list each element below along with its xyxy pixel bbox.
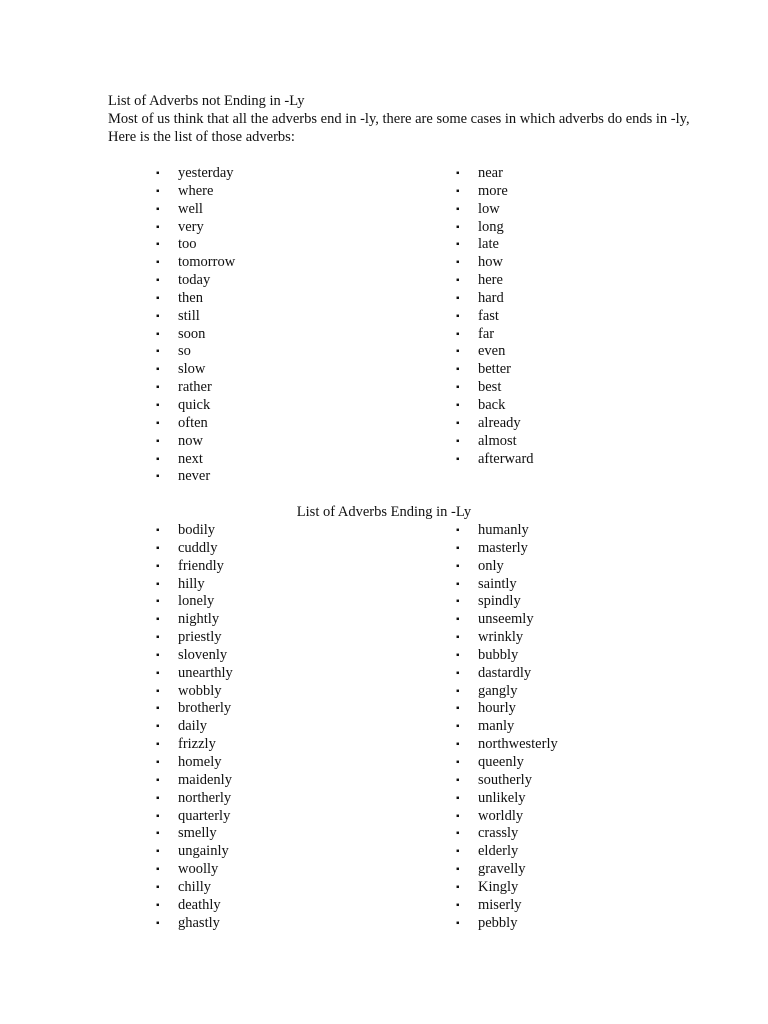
square-bullet-icon: ▪ xyxy=(156,471,160,483)
square-bullet-icon: ▪ xyxy=(156,525,160,536)
list-item-text: soon xyxy=(178,325,206,342)
list-item xyxy=(156,451,406,469)
section-heading-ending-ly: List of Adverbs Ending in -Ly xyxy=(296,504,472,520)
list-item xyxy=(156,683,406,701)
list-item-text: priestly xyxy=(178,629,222,646)
list-item-text: saintly xyxy=(478,575,517,592)
list-item xyxy=(156,790,406,808)
list-item-text: brotherly xyxy=(178,700,232,717)
list-item-text: still xyxy=(178,307,200,324)
list-item-text: gangly xyxy=(478,682,518,699)
list-item xyxy=(156,736,406,754)
square-bullet-icon: ▪ xyxy=(156,560,160,572)
square-bullet-icon: ▪ xyxy=(456,328,460,340)
list-item-text: late xyxy=(478,236,499,253)
list-item xyxy=(156,468,406,486)
square-bullet-icon: ▪ xyxy=(456,203,460,215)
list-item-text: tomorrow xyxy=(178,254,236,271)
list-item xyxy=(456,201,706,219)
list-item xyxy=(156,665,406,683)
list-item-text: ghastly xyxy=(178,914,220,931)
list-item-text: northerly xyxy=(178,789,232,806)
list-item-text: pebbly xyxy=(478,914,518,931)
list-item-text: Kingly xyxy=(478,878,519,895)
list-item xyxy=(156,915,406,933)
square-bullet-icon: ▪ xyxy=(156,792,160,804)
list-item xyxy=(456,754,706,772)
list-item-text: only xyxy=(478,557,504,574)
square-bullet-icon: ▪ xyxy=(456,721,460,733)
square-bullet-icon: ▪ xyxy=(456,310,460,322)
square-bullet-icon: ▪ xyxy=(156,881,160,893)
list-item-text: how xyxy=(478,254,503,271)
list-item xyxy=(156,700,406,718)
not-ending-ly-list-right xyxy=(456,165,706,468)
square-bullet-icon: ▪ xyxy=(156,168,160,179)
list-item-text: humanly xyxy=(478,522,529,538)
list-item-text: queenly xyxy=(478,753,524,770)
list-item xyxy=(156,343,406,361)
square-bullet-icon: ▪ xyxy=(456,292,460,304)
list-item xyxy=(456,522,706,540)
list-item-text: masterly xyxy=(478,539,528,556)
square-bullet-icon: ▪ xyxy=(456,257,460,269)
list-item xyxy=(156,165,406,183)
square-bullet-icon: ▪ xyxy=(156,435,160,447)
list-item xyxy=(456,326,706,344)
list-item-text: rather xyxy=(178,379,212,396)
list-item xyxy=(156,397,406,415)
list-item xyxy=(456,629,706,647)
list-item xyxy=(456,343,706,361)
square-bullet-icon: ▪ xyxy=(156,382,160,394)
square-bullet-icon: ▪ xyxy=(156,346,160,358)
list-item-text: wobbly xyxy=(178,682,222,699)
list-item xyxy=(456,879,706,897)
list-item-text: friendly xyxy=(178,557,224,574)
list-item-text: elderly xyxy=(478,843,519,860)
list-item-text: maidenly xyxy=(178,771,232,788)
list-item-text: hourly xyxy=(478,700,516,717)
square-bullet-icon: ▪ xyxy=(456,542,460,554)
list-item xyxy=(156,219,406,237)
list-item-text: slovenly xyxy=(178,646,228,663)
list-item xyxy=(456,718,706,736)
list-item xyxy=(156,379,406,397)
list-item-text: already xyxy=(478,414,521,431)
list-item xyxy=(156,576,406,594)
list-item xyxy=(456,361,706,379)
list-item xyxy=(156,558,406,576)
intro-paragraph: Most of us think that all the adverbs end in -ly, there are some cases in which adverbs do ends in -ly, Here is the list of those adverbs: xyxy=(108,111,690,145)
list-item xyxy=(456,861,706,879)
list-item-text: lonely xyxy=(178,593,215,610)
page-title: List of Adverbs not Ending in -Ly xyxy=(108,93,305,109)
list-item-text: deathly xyxy=(178,896,221,913)
square-bullet-icon: ▪ xyxy=(156,399,160,411)
list-item xyxy=(156,861,406,879)
list-item xyxy=(156,593,406,611)
list-item-text: homely xyxy=(178,753,222,770)
not-ending-ly-list-left xyxy=(156,165,406,486)
square-bullet-icon: ▪ xyxy=(456,525,460,536)
list-item xyxy=(156,718,406,736)
square-bullet-icon: ▪ xyxy=(456,417,460,429)
list-item xyxy=(456,897,706,915)
list-item-text: now xyxy=(178,432,203,449)
square-bullet-icon: ▪ xyxy=(456,168,460,179)
list-item xyxy=(456,683,706,701)
list-item-text: next xyxy=(178,450,203,467)
list-item-text: bubbly xyxy=(478,646,519,663)
list-item xyxy=(456,236,706,254)
list-item xyxy=(156,201,406,219)
list-item xyxy=(156,897,406,915)
square-bullet-icon: ▪ xyxy=(156,721,160,733)
square-bullet-icon: ▪ xyxy=(456,614,460,626)
list-item-text: spindly xyxy=(478,593,521,610)
square-bullet-icon: ▪ xyxy=(156,614,160,626)
square-bullet-icon: ▪ xyxy=(456,703,460,715)
square-bullet-icon: ▪ xyxy=(456,864,460,876)
square-bullet-icon: ▪ xyxy=(156,596,160,608)
square-bullet-icon: ▪ xyxy=(456,667,460,679)
square-bullet-icon: ▪ xyxy=(156,275,160,287)
list-item xyxy=(456,165,706,183)
square-bullet-icon: ▪ xyxy=(456,685,460,697)
list-item-text: more xyxy=(478,182,508,199)
ending-ly-list-left xyxy=(156,522,406,932)
square-bullet-icon: ▪ xyxy=(456,792,460,804)
square-bullet-icon: ▪ xyxy=(156,917,160,929)
list-item-text: miserly xyxy=(478,896,522,913)
list-item xyxy=(156,754,406,772)
list-item xyxy=(456,379,706,397)
list-item-text: here xyxy=(478,272,503,289)
square-bullet-icon: ▪ xyxy=(456,881,460,893)
square-bullet-icon: ▪ xyxy=(456,435,460,447)
list-item-text: ungainly xyxy=(178,843,229,860)
list-item-text: woolly xyxy=(178,861,219,878)
list-item xyxy=(156,879,406,897)
list-item xyxy=(456,808,706,826)
list-item-text: cuddly xyxy=(178,539,218,556)
list-item xyxy=(456,825,706,843)
square-bullet-icon: ▪ xyxy=(456,578,460,590)
list-item-text: well xyxy=(178,200,203,217)
square-bullet-icon: ▪ xyxy=(156,774,160,786)
list-item-text: smelly xyxy=(178,825,217,842)
square-bullet-icon: ▪ xyxy=(456,917,460,929)
list-item xyxy=(156,361,406,379)
list-item xyxy=(456,736,706,754)
list-item-text: quick xyxy=(178,396,211,413)
square-bullet-icon: ▪ xyxy=(156,739,160,751)
square-bullet-icon: ▪ xyxy=(156,328,160,340)
square-bullet-icon: ▪ xyxy=(456,185,460,197)
square-bullet-icon: ▪ xyxy=(456,632,460,644)
list-item-text: best xyxy=(478,379,502,396)
list-item-text: bodily xyxy=(178,522,216,538)
list-item-text: never xyxy=(178,468,211,485)
square-bullet-icon: ▪ xyxy=(456,364,460,376)
list-item xyxy=(456,219,706,237)
square-bullet-icon: ▪ xyxy=(156,310,160,322)
square-bullet-icon: ▪ xyxy=(156,846,160,858)
list-item xyxy=(456,611,706,629)
list-item xyxy=(456,433,706,451)
square-bullet-icon: ▪ xyxy=(456,756,460,768)
list-item-text: then xyxy=(178,289,203,306)
square-bullet-icon: ▪ xyxy=(456,846,460,858)
list-item xyxy=(456,915,706,933)
list-item xyxy=(156,522,406,540)
list-item-text: back xyxy=(478,396,506,413)
list-item xyxy=(456,772,706,790)
list-item-text: crassly xyxy=(478,825,519,842)
ending-ly-list-right xyxy=(456,522,706,932)
list-item-text: unseemly xyxy=(478,611,534,628)
square-bullet-icon: ▪ xyxy=(156,756,160,768)
square-bullet-icon: ▪ xyxy=(156,417,160,429)
list-item xyxy=(156,629,406,647)
list-item xyxy=(456,843,706,861)
list-item-text: near xyxy=(478,165,503,181)
list-item-text: low xyxy=(478,200,500,217)
list-item xyxy=(156,236,406,254)
list-item-text: unearthly xyxy=(178,664,233,681)
square-bullet-icon: ▪ xyxy=(156,364,160,376)
list-item-text: afterward xyxy=(478,450,534,467)
square-bullet-icon: ▪ xyxy=(156,810,160,822)
square-bullet-icon: ▪ xyxy=(156,578,160,590)
list-item-text: nightly xyxy=(178,611,220,628)
square-bullet-icon: ▪ xyxy=(156,864,160,876)
list-item xyxy=(456,451,706,469)
list-item xyxy=(456,665,706,683)
list-item xyxy=(456,290,706,308)
square-bullet-icon: ▪ xyxy=(456,275,460,287)
square-bullet-icon: ▪ xyxy=(456,382,460,394)
list-item xyxy=(156,290,406,308)
list-item xyxy=(156,308,406,326)
list-item-text: frizzly xyxy=(178,736,216,753)
square-bullet-icon: ▪ xyxy=(456,346,460,358)
square-bullet-icon: ▪ xyxy=(456,221,460,233)
list-item xyxy=(456,576,706,594)
list-item-text: yesterday xyxy=(178,165,234,181)
square-bullet-icon: ▪ xyxy=(456,810,460,822)
list-item-text: southerly xyxy=(478,771,532,788)
list-item xyxy=(456,183,706,201)
square-bullet-icon: ▪ xyxy=(156,185,160,197)
list-item xyxy=(456,558,706,576)
list-item-text: often xyxy=(178,414,208,431)
list-item-text: worldly xyxy=(478,807,524,824)
list-item xyxy=(156,433,406,451)
list-item xyxy=(156,808,406,826)
square-bullet-icon: ▪ xyxy=(156,239,160,251)
square-bullet-icon: ▪ xyxy=(456,399,460,411)
list-item-text: hard xyxy=(478,289,504,306)
list-item xyxy=(456,700,706,718)
list-item xyxy=(156,540,406,558)
list-item-text: almost xyxy=(478,432,517,449)
list-item xyxy=(156,326,406,344)
list-item-text: even xyxy=(478,343,506,360)
square-bullet-icon: ▪ xyxy=(156,257,160,269)
square-bullet-icon: ▪ xyxy=(456,649,460,661)
list-item-text: too xyxy=(178,236,197,253)
list-item-text: gravelly xyxy=(478,861,526,878)
square-bullet-icon: ▪ xyxy=(456,560,460,572)
list-item-text: so xyxy=(178,343,191,360)
square-bullet-icon: ▪ xyxy=(156,203,160,215)
square-bullet-icon: ▪ xyxy=(156,221,160,233)
list-item xyxy=(456,790,706,808)
square-bullet-icon: ▪ xyxy=(156,667,160,679)
list-item-text: quarterly xyxy=(178,807,231,824)
list-item xyxy=(156,254,406,272)
list-item xyxy=(156,272,406,290)
list-item-text: wrinkly xyxy=(478,629,524,646)
list-item xyxy=(156,843,406,861)
list-item-text: very xyxy=(178,218,204,235)
list-item xyxy=(456,415,706,433)
square-bullet-icon: ▪ xyxy=(456,739,460,751)
list-item-text: better xyxy=(478,361,512,378)
list-item-text: hilly xyxy=(178,575,205,592)
list-item-text: fast xyxy=(478,307,499,324)
list-item-text: today xyxy=(178,272,211,289)
square-bullet-icon: ▪ xyxy=(156,685,160,697)
square-bullet-icon: ▪ xyxy=(156,828,160,840)
list-item-text: unlikely xyxy=(478,789,526,806)
square-bullet-icon: ▪ xyxy=(156,542,160,554)
square-bullet-icon: ▪ xyxy=(156,649,160,661)
list-item xyxy=(156,183,406,201)
square-bullet-icon: ▪ xyxy=(156,632,160,644)
list-item-text: dastardly xyxy=(478,664,532,681)
list-item-text: long xyxy=(478,218,504,235)
list-item xyxy=(156,772,406,790)
list-item xyxy=(456,647,706,665)
list-item-text: manly xyxy=(478,718,515,735)
square-bullet-icon: ▪ xyxy=(456,828,460,840)
list-item xyxy=(156,825,406,843)
square-bullet-icon: ▪ xyxy=(456,453,460,465)
list-item-text: far xyxy=(478,325,495,342)
list-item xyxy=(456,397,706,415)
square-bullet-icon: ▪ xyxy=(456,596,460,608)
list-item-text: slow xyxy=(178,361,206,378)
square-bullet-icon: ▪ xyxy=(156,292,160,304)
list-item xyxy=(456,308,706,326)
list-item xyxy=(456,272,706,290)
square-bullet-icon: ▪ xyxy=(156,703,160,715)
square-bullet-icon: ▪ xyxy=(456,774,460,786)
square-bullet-icon: ▪ xyxy=(156,453,160,465)
list-item-text: daily xyxy=(178,718,207,735)
list-item xyxy=(156,415,406,433)
list-item-text: chilly xyxy=(178,878,212,895)
list-item xyxy=(456,593,706,611)
list-item xyxy=(456,254,706,272)
list-item-text: northwesterly xyxy=(478,736,558,753)
list-item xyxy=(156,647,406,665)
square-bullet-icon: ▪ xyxy=(456,239,460,251)
list-item-text: where xyxy=(178,182,214,199)
list-item xyxy=(156,611,406,629)
square-bullet-icon: ▪ xyxy=(156,899,160,911)
square-bullet-icon: ▪ xyxy=(456,899,460,911)
list-item xyxy=(456,540,706,558)
